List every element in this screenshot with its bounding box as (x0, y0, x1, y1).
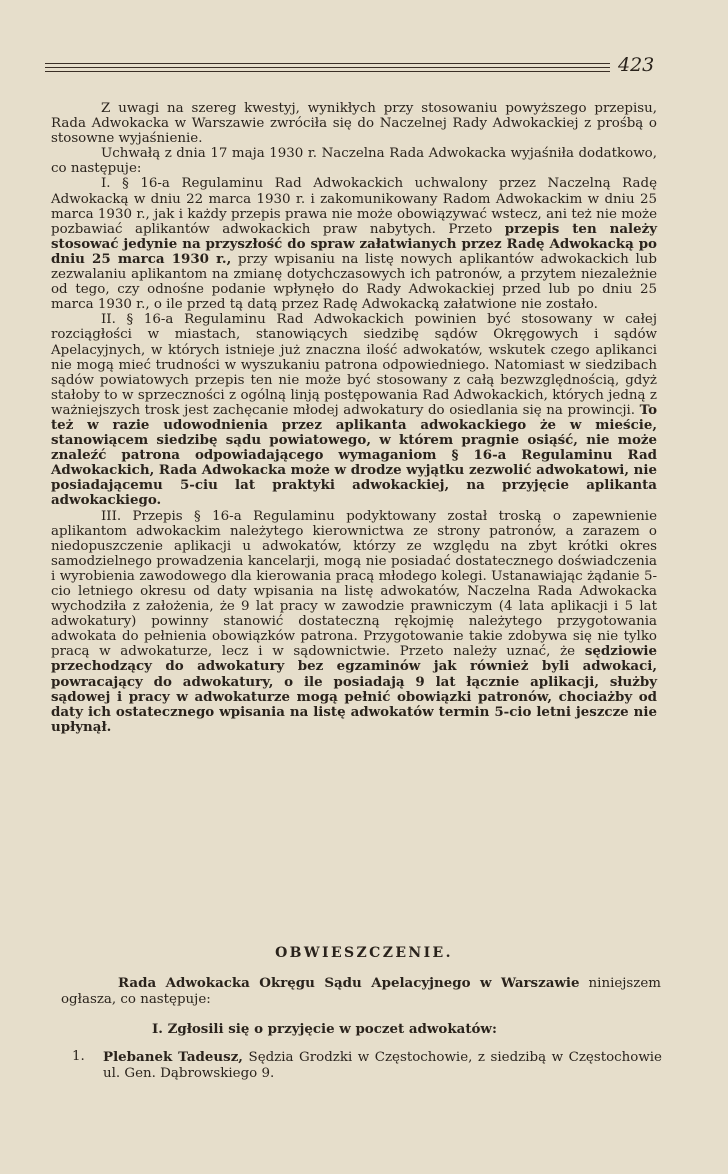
list-item (72, 1049, 662, 1082)
notice-intro (61, 975, 661, 1008)
point-three-bold: sędziowie przechodzący do adwokatury bez egzaminów jak również byli adwokaci, powracający do adwokatury, o ile posiadają 9 lat łącznie aplikacji, służby sądowej i pracy w adwokaturze mogą pełnić obowiązki patronów, chociażby od daty ich ostatecznego wpisania na listę adwokatów termin 5-cio letni jeszcze nie upłynął. (51, 643, 657, 735)
notice-intro-rest: niniejszem ogłasza, co następuje: (61, 976, 661, 1007)
list-item-number: 1. (72, 1049, 85, 1064)
header-rule-middle (45, 67, 610, 68)
paragraph-point-three (51, 509, 657, 735)
paragraph-resolution: Uchwałą z dnia 17 maja 1930 r. Naczelna Rada Adwokacka wyjaśniła dodatkowo, co następuje: (51, 146, 657, 177)
header-rule-bottom (45, 71, 610, 72)
point-two-bold: To też w razie udowodnienia przez aplikanta adwokackiego że w mieście, stanowiącem siedzibę sądu powiatowego, w którem pragnie osiąść, nie może znaleźć patrona odpowiadającego wymaganiom § 16-a Regulaminu Rad Adwokackich, Rada Adwokacka może w drodze wyjątku zezwolić adwokatowi, nie posiadającemu 5-ciu lat praktyki adwokackiej, na przyjęcie aplikanta adwokackiego. (51, 401, 657, 509)
paragraph-intro: Z uwagi na szereg kwestyj, wynikłych przy stosowaniu powyższego przepisu, Rada Adwokacka w Warszawie zwróciła się do Naczelnej Rady Adwokackiej z prośbą o stosowne wyjaśnienie. (51, 101, 657, 147)
point-one-bold: przepis ten należy stosować jedynie na przyszłość do spraw załatwianych przez Radę Adwokacką po dniu 25 marca 1930 r., (51, 220, 657, 267)
header-rule-top (45, 63, 610, 64)
notice-section-title: I. Zgłosili się o przyjęcie w poczet adwokatów: (152, 1021, 497, 1037)
paragraph-point-one (51, 176, 657, 312)
notice-council-name: Rada Adwokacka Okręgu Sądu Apelacyjnego w Warszawie (118, 975, 580, 991)
notice-heading: OBWIESZCZENIE. (275, 945, 453, 961)
list-item-name: Plebanek Tadeusz, (103, 1049, 243, 1065)
paragraph-point-two (51, 312, 657, 508)
point-one-text-a: I. § 16-a Regulaminu Rad Adwokackich uchwalony przez Naczelną Radę Adwokacką w dniu 22 marca 1930 r. i zakomunikowany Radom Adwokackim w dniu 25 marca 1930 r., jak i każdy przepis prawa nie może obowiązywać wstecz, ani też nie może pozbawiać aplikantów adwokackich praw nabytych. Przeto (51, 176, 657, 237)
point-two-text: II. § 16-a Regulaminu Rad Adwokackich powinien być stosowany w całej rozciągłości w miastach, stanowiących siedzibę sądów Okręgowych i sądów Apelacyjnych, w których istnieje już znaczna ilość adwokatów, wskutek czego aplikanci nie mogą mieć trudności w wyszukaniu patrona odpowiedniego. Natomiast w siedzibach sądów powiatowych przepis ten nie może być stosowany z całą bezwzględnością, gdyż stałoby to w sprzeczności z ogólną linją postępowania Rad Adwokackich, których jedną z ważniejszych trosk jest zachęcanie młodej adwokatury do osiedlania się na prowincji. (51, 312, 657, 418)
point-three-text: III. Przepis § 16-a Regulaminu podyktowany został troską o zapewnienie aplikantom adwokackim należytego kierownictwa ze strony patronów, a zarazem o niedopuszczenie aplikacji u adwokatów, którzy ze względu na zbyt krótki okres samodzielnego prowadzenia kancelarji, mogą nie posiadać dostatecznego doświadczenia i wyrobienia zawodowego dla kierowania pracą młodego kolegi. Ustanawiając żądanie 5-cio letniego okresu od daty wpisania na listę adwokatów, Naczelna Rada Adwokacka wychodziła z założenia, że 9 lat pracy w zawodzie prawniczym (4 lata aplikacji i 5 lat adwokatury) powinny stanowić dostateczną rękojmię należytego przygotowania adwokata do pełnienia obowiązków patrona. Przygotowanie takie zdobywa się nie tylko pracą w adwokaturze, lecz i w sądownictwie. Przeto należy uznać, że (51, 508, 657, 660)
list-item-details: Sędzia Grodzki w Częstochowie, z siedzibą w Częstochowie ul. Gen. Dąbrowskiego 9. (103, 1050, 662, 1081)
page-number: 423 (618, 54, 655, 76)
point-one-text-b: przy wpisaniu na listę nowych aplikantów adwokackich lub zezwalaniu aplikantom na zmianę dotychczasowych ich patronów, a przytem niezależnie od tego, czy odnośne podanie wpłynęło do Rady Adwokackiej przed lub po dniu 25 marca 1930 r., o ile przed tą datą przez Radę Adwokacką załatwione nie zostało. (51, 251, 657, 313)
main-text (51, 101, 657, 735)
